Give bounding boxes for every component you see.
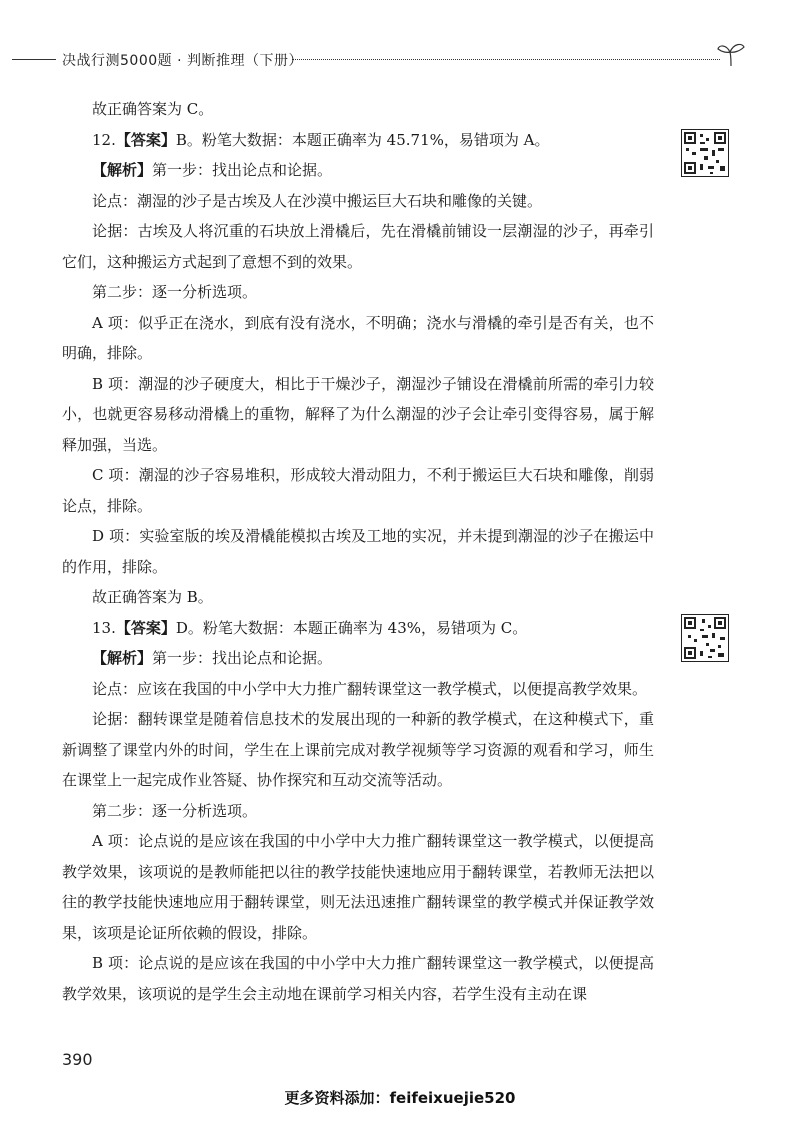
page-header	[0, 46, 800, 70]
paragraph: 故正确答案为 C。	[92, 100, 214, 118]
paragraph: A 项：似乎正在浇水，到底有没有浇水，不明确；浇水与滑橇的牵引是否有关，也不明确，排除。	[62, 313, 654, 362]
paragraph: 论据：翻转课堂是随着信息技术的发展出现的一种新的教学模式，在这种模式下，重新调整了课堂内外的时间，学生在上课前完成对教学视频等学习资源的观看和学习，师生在课堂上一起完成作业答疑、协作探究和互动交流等活动。	[62, 710, 654, 789]
section-tag: 【答案】	[115, 618, 176, 637]
paragraph: 第二步：逐一分析选项。	[92, 283, 258, 301]
paragraph: B 项：潮湿的沙子硬度大，相比于干燥沙子，潮湿沙子铺设在滑橇前所需的牵引力较小，也就更容易移动滑橇上的重物，解释了为什么潮湿的沙子会让牵引变得容易，属于解释加强，当选。	[62, 374, 654, 454]
book-title: 决战行测5000题 · 判断推理（下册）	[62, 53, 303, 69]
paragraph: 论点：应该在我国的中小学中大力推广翻转课堂这一教学模式，以便提高教学效果。	[92, 679, 648, 698]
paragraph: 【解析】第一步：找出论点和论据。	[92, 649, 333, 667]
section-tag: 【解析】	[92, 161, 153, 179]
qr-code-icon	[681, 129, 729, 177]
section-tag: 【解析】	[92, 649, 153, 667]
page-number: 390	[62, 1050, 93, 1069]
paragraph: 【解析】第一步：找出论点和论据。	[92, 161, 333, 179]
section-tag: 【答案】	[115, 130, 176, 149]
paragraph: 故正确答案为 B。	[92, 588, 213, 606]
paragraph: A 项：论点说的是应该在我国的中小学中大力推广翻转课堂这一教学模式，以便提高教学效果，该项说的是教师能把以往的教学技能快速地应用于翻转课堂，若教师无法把以往的教学技能快速地应用于翻转课堂，则无法迅速推广翻转课堂的教学模式并保证教学效果，该项是论证所依赖的假设，排除。	[62, 832, 654, 942]
paragraph: 第二步：逐一分析选项。	[92, 801, 258, 820]
header-rule-left	[12, 59, 56, 60]
paragraph: 13.【答案】D。粉笔大数据：本题正确率为 43%，易错项为 C。	[92, 618, 528, 637]
paragraph: C 项：潮湿的沙子容易堆积，形成较大滑动阻力，不利于搬运巨大石块和雕像，削弱论点，排除。	[62, 466, 654, 515]
sprout-icon	[716, 38, 746, 68]
paragraph: 论点：潮湿的沙子是古埃及人在沙漠中搬运巨大石块和雕像的关键。	[92, 191, 543, 210]
footer-note: 更多资料添加：feifeixuejie520	[284, 1089, 516, 1107]
answer-explanation-text	[62, 94, 654, 1009]
paragraph: D 项：实验室版的埃及滑橇能模拟古埃及工地的实况，并未提到潮湿的沙子在搬运中的作用，排除。	[62, 527, 654, 576]
paragraph: 12.【答案】B。粉笔大数据：本题正确率为 45.71%，易错项为 A。	[92, 130, 550, 149]
header-rule-right	[292, 59, 720, 60]
paragraph: B 项：论点说的是应该在我国的中小学中大力推广翻转课堂这一教学模式，以便提高教学效果，该项说的是学生会主动地在课前学习相关内容，若学生没有主动在课	[62, 954, 654, 1003]
qr-code-icon	[681, 614, 729, 662]
paragraph: 论据：古埃及人将沉重的石块放上滑橇后，先在滑橇前铺设一层潮湿的沙子，再牵引它们，这种搬运方式起到了意想不到的效果。	[62, 222, 654, 271]
